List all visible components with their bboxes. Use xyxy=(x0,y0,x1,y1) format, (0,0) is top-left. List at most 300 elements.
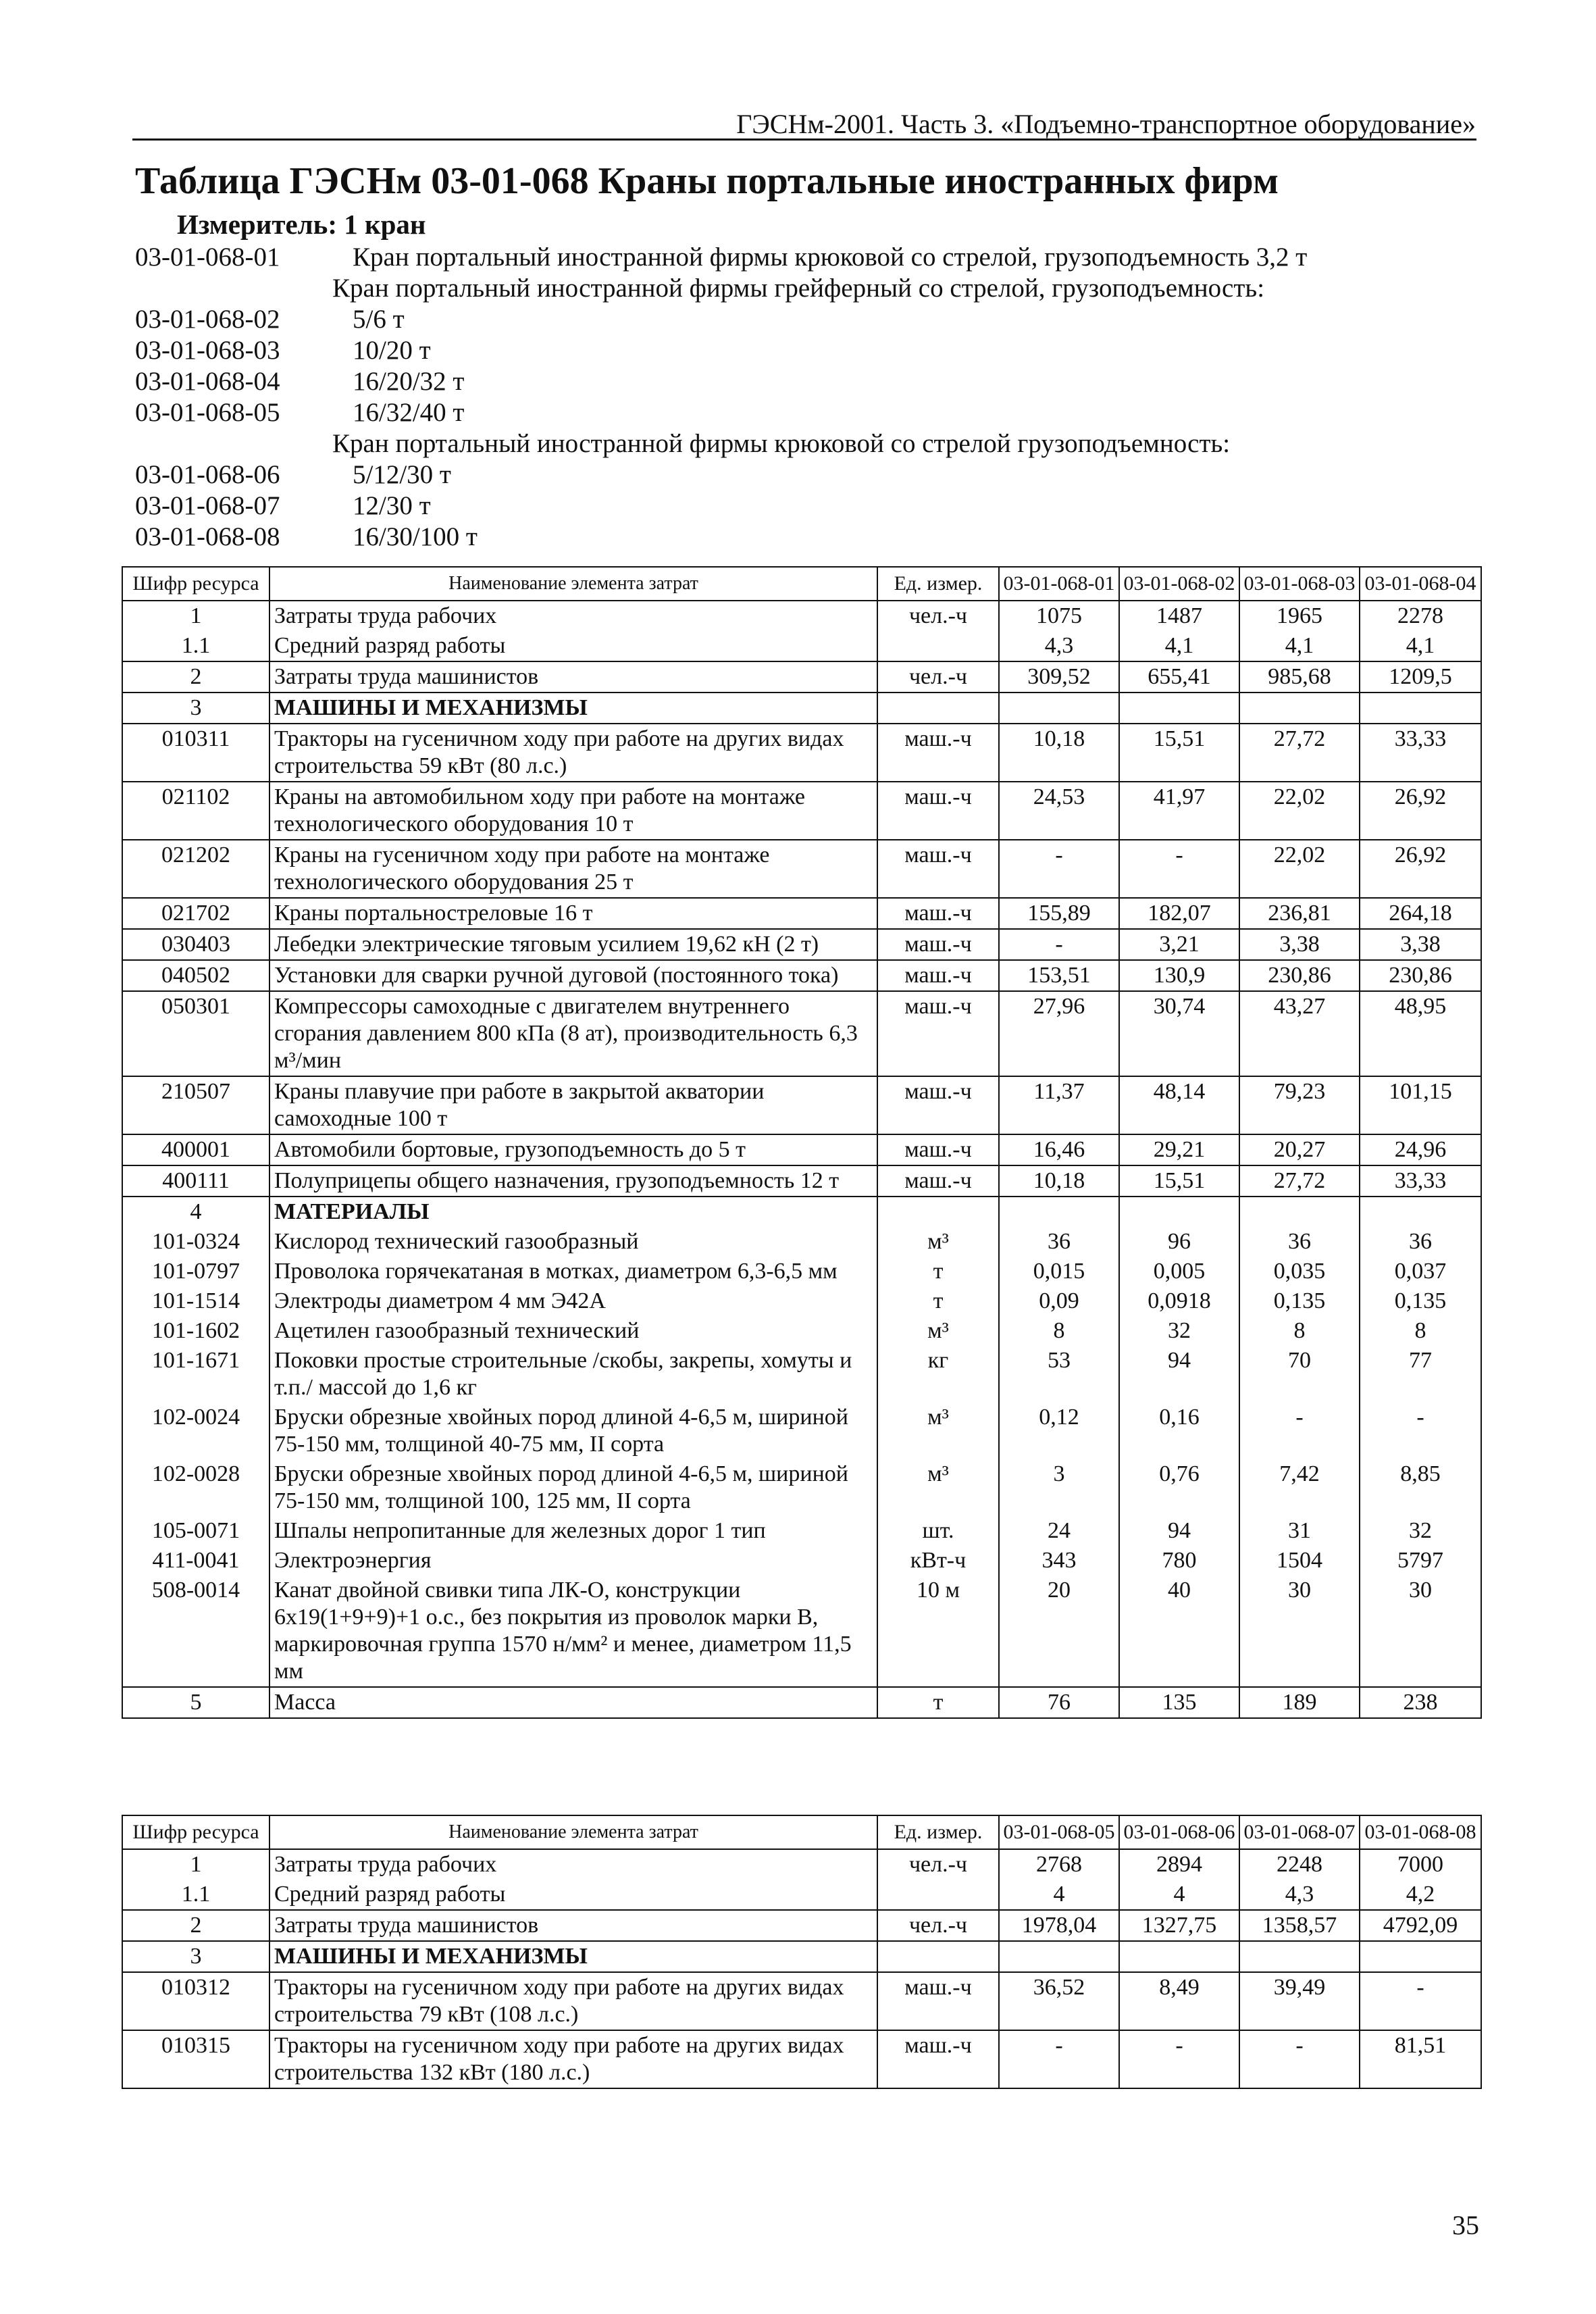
value-cell: 96 xyxy=(1119,1227,1239,1257)
value-cell: 8,49 xyxy=(1119,1972,1239,2030)
value-cell: 39,49 xyxy=(1239,1972,1360,2030)
resource-code: 010312 xyxy=(122,1972,269,2030)
value-cell: 30 xyxy=(1360,1576,1481,1687)
value-cell: 5797 xyxy=(1360,1546,1481,1576)
value-cell: 11,37 xyxy=(999,1076,1119,1134)
value-cell: - xyxy=(1239,1403,1360,1459)
value-cell: 29,21 xyxy=(1119,1134,1239,1165)
code-line xyxy=(135,522,1486,553)
value-cell: 36 xyxy=(1239,1227,1360,1257)
value-cell: 1978,04 xyxy=(999,1910,1119,1941)
norm-capacity: 5/6 т xyxy=(353,305,405,334)
table-row xyxy=(122,1286,1481,1316)
norm-code: 03-01-068-01 xyxy=(135,243,280,272)
resource-code: 400001 xyxy=(122,1134,269,1165)
table-row xyxy=(122,1576,1481,1687)
value-cell: 26,92 xyxy=(1360,782,1481,840)
resource-code: 030403 xyxy=(122,929,269,960)
value-cell: 0,135 xyxy=(1360,1286,1481,1316)
value-cell: 1327,75 xyxy=(1119,1910,1239,1941)
value-cell: 4792,09 xyxy=(1360,1910,1481,1941)
value-cell: 2894 xyxy=(1119,1849,1239,1880)
value-cell: 0,035 xyxy=(1239,1257,1360,1286)
table-row xyxy=(122,840,1481,898)
norm-capacity: 16/32/40 т xyxy=(353,398,465,427)
unit-cell: м³ xyxy=(877,1403,999,1459)
resource-code: 1 xyxy=(122,601,269,631)
unit-cell: чел.-ч xyxy=(877,1910,999,1941)
resource-code: 010311 xyxy=(122,724,269,782)
header-rule xyxy=(132,139,1476,141)
value-cell: 10,18 xyxy=(999,724,1119,782)
value-cell: 36,52 xyxy=(999,1972,1119,2030)
value-cell: 4,1 xyxy=(1360,631,1481,661)
resource-name: МАТЕРИАЛЫ xyxy=(269,1197,877,1227)
resource-name: Ацетилен газообразный технический xyxy=(269,1316,877,1346)
resource-code: 021702 xyxy=(122,898,269,929)
value-cell: 22,02 xyxy=(1239,782,1360,840)
header-name: Наименование элемента затрат xyxy=(269,1815,877,1849)
resource-code: 3 xyxy=(122,1941,269,1972)
norm-code: 03-01-068-02 xyxy=(135,305,280,334)
table-row xyxy=(122,1972,1481,2030)
table-row xyxy=(122,929,1481,960)
value-cell xyxy=(999,1197,1119,1227)
value-cell xyxy=(1360,1197,1481,1227)
norm-code: 03-01-068-04 xyxy=(135,367,280,396)
table-row xyxy=(122,724,1481,782)
value-cell xyxy=(1119,1941,1239,1972)
resource-name: МАШИНЫ И МЕХАНИЗМЫ xyxy=(269,693,877,724)
value-cell: 24,96 xyxy=(1360,1134,1481,1165)
header-norm-8: 03-01-068-08 xyxy=(1360,1815,1481,1849)
value-cell: 15,51 xyxy=(1119,1165,1239,1197)
value-cell: 135 xyxy=(1119,1687,1239,1718)
unit-cell: т xyxy=(877,1257,999,1286)
resource-code: 101-0797 xyxy=(122,1257,269,1286)
unit-cell: маш.-ч xyxy=(877,960,999,991)
value-cell: 0,0918 xyxy=(1119,1286,1239,1316)
resource-name: Краны портальнострелoвые 16 т xyxy=(269,898,877,929)
value-cell xyxy=(1119,693,1239,724)
value-cell xyxy=(1239,1941,1360,1972)
resource-table-1 xyxy=(122,566,1482,1719)
table-row xyxy=(122,1165,1481,1197)
code-line xyxy=(135,366,1486,397)
table-row xyxy=(122,1880,1481,1910)
value-cell: 3 xyxy=(999,1459,1119,1516)
value-cell: - xyxy=(1119,2030,1239,2088)
resource-code: 2 xyxy=(122,661,269,693)
value-cell: - xyxy=(999,840,1119,898)
table-row xyxy=(122,1941,1481,1972)
value-cell: 7,42 xyxy=(1239,1459,1360,1516)
value-cell xyxy=(1360,693,1481,724)
resource-code: 1.1 xyxy=(122,1880,269,1910)
code-subheading xyxy=(135,428,1486,459)
norm-code: 03-01-068-05 xyxy=(135,398,280,427)
unit-cell: кг xyxy=(877,1346,999,1403)
table-row xyxy=(122,1516,1481,1546)
resource-name: Электроды диаметром 4 мм Э42А xyxy=(269,1286,877,1316)
resource-code: 411-0041 xyxy=(122,1546,269,1576)
code-line xyxy=(135,335,1486,366)
resource-name: Затраты труда рабочих xyxy=(269,601,877,631)
resource-name: Бруски обрезные хвойных пород длиной 4-6,5 м, шириной 75-150 мм, толщиной 40-75 мм, II сорта xyxy=(269,1403,877,1459)
table-title: Таблица ГЭСНм 03-01-068 Краны портальные иностранных фирм xyxy=(135,160,1279,202)
unit-cell: м³ xyxy=(877,1316,999,1346)
value-cell: 130,9 xyxy=(1119,960,1239,991)
value-cell: 27,96 xyxy=(999,991,1119,1076)
norm-capacity: 10/20 т xyxy=(353,336,431,365)
value-cell: 30 xyxy=(1239,1576,1360,1687)
table-row xyxy=(122,1910,1481,1941)
value-cell: 33,33 xyxy=(1360,724,1481,782)
value-cell: 1504 xyxy=(1239,1546,1360,1576)
value-cell: 10,18 xyxy=(999,1165,1119,1197)
resource-name: Масса xyxy=(269,1687,877,1718)
header-norm-3: 03-01-068-03 xyxy=(1239,567,1360,601)
unit-cell: маш.-ч xyxy=(877,1134,999,1165)
resource-code: 021202 xyxy=(122,840,269,898)
resource-name: Затраты труда машинистов xyxy=(269,1910,877,1941)
table-header-row xyxy=(122,567,1481,601)
unit-cell: 10 м xyxy=(877,1576,999,1687)
resource-code: 021102 xyxy=(122,782,269,840)
unit-cell: чел.-ч xyxy=(877,601,999,631)
value-cell: 26,92 xyxy=(1360,840,1481,898)
value-cell: 2248 xyxy=(1239,1849,1360,1880)
value-cell: 155,89 xyxy=(999,898,1119,929)
value-cell: 309,52 xyxy=(999,661,1119,693)
table-row xyxy=(122,960,1481,991)
value-cell: 24,53 xyxy=(999,782,1119,840)
resource-code: 508-0014 xyxy=(122,1576,269,1687)
header-norm-5: 03-01-068-05 xyxy=(999,1815,1119,1849)
table-row xyxy=(122,1316,1481,1346)
value-cell xyxy=(999,1941,1119,1972)
value-cell: 27,72 xyxy=(1239,1165,1360,1197)
value-cell: 22,02 xyxy=(1239,840,1360,898)
value-cell: 153,51 xyxy=(999,960,1119,991)
value-cell xyxy=(1360,1941,1481,1972)
value-cell: 24 xyxy=(999,1516,1119,1546)
value-cell: 79,23 xyxy=(1239,1076,1360,1134)
value-cell: 985,68 xyxy=(1239,661,1360,693)
value-cell xyxy=(1239,1197,1360,1227)
value-cell: 0,135 xyxy=(1239,1286,1360,1316)
value-cell: 4,3 xyxy=(1239,1880,1360,1910)
value-cell: 0,09 xyxy=(999,1286,1119,1316)
value-cell: 230,86 xyxy=(1239,960,1360,991)
value-cell: - xyxy=(999,2030,1119,2088)
table-row xyxy=(122,782,1481,840)
value-cell: 36 xyxy=(1360,1227,1481,1257)
value-cell: 8 xyxy=(999,1316,1119,1346)
table-row xyxy=(122,1546,1481,1576)
table-header-row xyxy=(122,1815,1481,1849)
table-row xyxy=(122,2030,1481,2088)
unit-cell: маш.-ч xyxy=(877,1076,999,1134)
resource-name: Краны плавучие при работе в закрытой акватории самоходные 100 т xyxy=(269,1076,877,1134)
value-cell: 77 xyxy=(1360,1346,1481,1403)
unit-cell xyxy=(877,1941,999,1972)
resource-name: Автомобили бортовые, грузоподъемность до 5 т xyxy=(269,1134,877,1165)
table-row xyxy=(122,1197,1481,1227)
value-cell: 3,38 xyxy=(1239,929,1360,960)
resource-name: Краны на автомобильном ходу при работе на монтаже технологического оборудования 10 т xyxy=(269,782,877,840)
resource-code: 010315 xyxy=(122,2030,269,2088)
value-cell: 81,51 xyxy=(1360,2030,1481,2088)
table-row xyxy=(122,1227,1481,1257)
value-cell: 655,41 xyxy=(1119,661,1239,693)
unit-cell: м³ xyxy=(877,1227,999,1257)
unit-cell: маш.-ч xyxy=(877,991,999,1076)
value-cell: 30,74 xyxy=(1119,991,1239,1076)
resource-name: Средний разряд работы xyxy=(269,1880,877,1910)
value-cell: 4,2 xyxy=(1360,1880,1481,1910)
value-cell: 48,14 xyxy=(1119,1076,1239,1134)
value-cell: 1487 xyxy=(1119,601,1239,631)
resource-name: Установки для сварки ручной дуговой (постоянного тока) xyxy=(269,960,877,991)
header-name: Наименование элемента затрат xyxy=(269,567,877,601)
page-number: 35 xyxy=(1452,2210,1479,2240)
norm-code: 03-01-068-03 xyxy=(135,336,280,365)
value-cell: 32 xyxy=(1360,1516,1481,1546)
value-cell: - xyxy=(1360,1403,1481,1459)
resource-name: Средний разряд работы xyxy=(269,631,877,661)
resource-name: Лебедки электрические тяговым усилием 19,62 кН (2 т) xyxy=(269,929,877,960)
value-cell: 230,86 xyxy=(1360,960,1481,991)
unit-cell xyxy=(877,1197,999,1227)
header-unit: Ед. измер. xyxy=(877,1815,999,1849)
resource-name: Краны на гусеничном ходу при работе на монтаже технологического оборудования 25 т xyxy=(269,840,877,898)
header-norm-7: 03-01-068-07 xyxy=(1239,1815,1360,1849)
table-row xyxy=(122,898,1481,929)
norm-description: Кран портальный иностранной фирмы крюковой со стрелой грузоподъемность: xyxy=(332,429,1231,458)
value-cell: 2768 xyxy=(999,1849,1119,1880)
header-code: Шифр ресурса xyxy=(122,567,269,601)
value-cell: 182,07 xyxy=(1119,898,1239,929)
table-row xyxy=(122,631,1481,661)
unit-cell: маш.-ч xyxy=(877,898,999,929)
resource-name: Бруски обрезные хвойных пород длиной 4-6,5 м, шириной 75-150 мм, толщиной 100, 125 мм, II сорта xyxy=(269,1459,877,1516)
value-cell: 31 xyxy=(1239,1516,1360,1546)
norm-code: 03-01-068-06 xyxy=(135,460,280,489)
resource-code: 3 xyxy=(122,693,269,724)
resource-code: 1 xyxy=(122,1849,269,1880)
resource-name: Затраты труда машинистов xyxy=(269,661,877,693)
norm-capacity: 16/30/100 т xyxy=(353,522,478,551)
value-cell: 4,1 xyxy=(1239,631,1360,661)
value-cell: 101,15 xyxy=(1360,1076,1481,1134)
value-cell: 0,015 xyxy=(999,1257,1119,1286)
value-cell: - xyxy=(999,929,1119,960)
unit-cell: шт. xyxy=(877,1516,999,1546)
value-cell: - xyxy=(1119,840,1239,898)
resource-code: 4 xyxy=(122,1197,269,1227)
resource-name: Тракторы на гусеничном ходу при работе на других видах строительства 79 кВт (108 л.с.) xyxy=(269,1972,877,2030)
value-cell: 53 xyxy=(999,1346,1119,1403)
unit-cell: кВт-ч xyxy=(877,1546,999,1576)
header-norm-1: 03-01-068-01 xyxy=(999,567,1119,601)
unit-cell: маш.-ч xyxy=(877,782,999,840)
norm-code: 03-01-068-08 xyxy=(135,522,280,551)
value-cell: 20 xyxy=(999,1576,1119,1687)
table-row xyxy=(122,1459,1481,1516)
value-cell: 343 xyxy=(999,1546,1119,1576)
resource-code: 040502 xyxy=(122,960,269,991)
value-cell: 36 xyxy=(999,1227,1119,1257)
value-cell: 1209,5 xyxy=(1360,661,1481,693)
table-row xyxy=(122,1076,1481,1134)
resource-name: Проволока горячекатаная в мотках, диаметром 6,3-6,5 мм xyxy=(269,1257,877,1286)
value-cell: 0,76 xyxy=(1119,1459,1239,1516)
table-row xyxy=(122,693,1481,724)
norm-codes-list xyxy=(135,242,1486,553)
value-cell: 32 xyxy=(1119,1316,1239,1346)
code-line xyxy=(135,242,1486,273)
value-cell: 8 xyxy=(1360,1316,1481,1346)
resource-code: 400111 xyxy=(122,1165,269,1197)
header-unit: Ед. измер. xyxy=(877,567,999,601)
resource-table-2 xyxy=(122,1815,1482,2089)
unit-cell: маш.-ч xyxy=(877,1165,999,1197)
unit-cell: т xyxy=(877,1687,999,1718)
resource-name: Шпалы непропитанные для железных дорог 1 тип xyxy=(269,1516,877,1546)
value-cell: 189 xyxy=(1239,1687,1360,1718)
resource-code: 1.1 xyxy=(122,631,269,661)
value-cell: 8 xyxy=(1239,1316,1360,1346)
table-row xyxy=(122,1257,1481,1286)
value-cell: 8,85 xyxy=(1360,1459,1481,1516)
table-row xyxy=(122,1849,1481,1880)
running-header: ГЭСНм-2001. Часть 3. «Подъемно-транспортное оборудование» xyxy=(736,109,1476,139)
unit-cell: чел.-ч xyxy=(877,1849,999,1880)
header-norm-6: 03-01-068-06 xyxy=(1119,1815,1239,1849)
resource-code: 101-1514 xyxy=(122,1286,269,1316)
resource-name: Компрессоры самоходные с двигателем внутреннего сгорания давлением 800 кПа (8 ат), производительность 6,3 м³/мин xyxy=(269,991,877,1076)
value-cell: 236,81 xyxy=(1239,898,1360,929)
unit-cell xyxy=(877,1880,999,1910)
value-cell: 1965 xyxy=(1239,601,1360,631)
norm-capacity: 5/12/30 т xyxy=(353,460,451,489)
resource-name: МАШИНЫ И МЕХАНИЗМЫ xyxy=(269,1941,877,1972)
resource-name: Тракторы на гусеничном ходу при работе на других видах строительства 59 кВт (80 л.с.) xyxy=(269,724,877,782)
measurement-unit: Измеритель: 1 кран xyxy=(177,209,426,240)
value-cell: 4 xyxy=(1119,1880,1239,1910)
value-cell: 40 xyxy=(1119,1576,1239,1687)
value-cell: 780 xyxy=(1119,1546,1239,1576)
resource-code: 101-1671 xyxy=(122,1346,269,1403)
resource-code: 101-0324 xyxy=(122,1227,269,1257)
code-line xyxy=(135,304,1486,335)
value-cell xyxy=(1119,1197,1239,1227)
resource-code: 2 xyxy=(122,1910,269,1941)
resource-name: Затраты труда рабочих xyxy=(269,1849,877,1880)
value-cell: 1075 xyxy=(999,601,1119,631)
table-row xyxy=(122,661,1481,693)
resource-name: Поковки простые строительные /скобы, закрепы, хомуты и т.п./ массой до 1,6 кг xyxy=(269,1346,877,1403)
resource-code: 210507 xyxy=(122,1076,269,1134)
value-cell: 2278 xyxy=(1360,601,1481,631)
value-cell: 27,72 xyxy=(1239,724,1360,782)
unit-cell xyxy=(877,693,999,724)
value-cell xyxy=(1239,693,1360,724)
unit-cell: маш.-ч xyxy=(877,2030,999,2088)
resource-name: Канат двойной свивки типа ЛК-О, конструкции 6х19(1+9+9)+1 о.с., без покрытия из проволок марки В, маркировочная группа 1570 н/мм² и менее, диаметром 11,5 мм xyxy=(269,1576,877,1687)
value-cell: 33,33 xyxy=(1360,1165,1481,1197)
value-cell: 0,037 xyxy=(1360,1257,1481,1286)
code-line xyxy=(135,397,1486,428)
value-cell: 15,51 xyxy=(1119,724,1239,782)
norm-description: Кран портальный иностранной фирмы крюковой со стрелой, грузоподъемность 3,2 т xyxy=(353,243,1308,272)
unit-cell xyxy=(877,631,999,661)
value-cell: 94 xyxy=(1119,1346,1239,1403)
header-code: Шифр ресурса xyxy=(122,1815,269,1849)
value-cell: 4,1 xyxy=(1119,631,1239,661)
resource-name: Полуприцепы общего назначения, грузоподъемность 12 т xyxy=(269,1165,877,1197)
value-cell: 238 xyxy=(1360,1687,1481,1718)
table-row xyxy=(122,601,1481,631)
unit-cell: маш.-ч xyxy=(877,724,999,782)
header-norm-4: 03-01-068-04 xyxy=(1360,567,1481,601)
table-row xyxy=(122,1346,1481,1403)
resource-name: Тракторы на гусеничном ходу при работе на других видах строительства 132 кВт (180 л.с.) xyxy=(269,2030,877,2088)
resource-code: 101-1602 xyxy=(122,1316,269,1346)
value-cell: 0,005 xyxy=(1119,1257,1239,1286)
norm-capacity: 16/20/32 т xyxy=(353,367,465,396)
table-row xyxy=(122,991,1481,1076)
value-cell: 43,27 xyxy=(1239,991,1360,1076)
resource-name: Кислород технический газообразный xyxy=(269,1227,877,1257)
value-cell: 16,46 xyxy=(999,1134,1119,1165)
norm-description: Кран портальный иностранной фирмы грейферный со стрелой, грузоподъемность: xyxy=(332,274,1265,303)
unit-cell: маш.-ч xyxy=(877,1972,999,2030)
code-line xyxy=(135,459,1486,491)
value-cell: 70 xyxy=(1239,1346,1360,1403)
value-cell: 0,16 xyxy=(1119,1403,1239,1459)
norm-code: 03-01-068-07 xyxy=(135,491,280,520)
unit-cell: чел.-ч xyxy=(877,661,999,693)
value-cell: 94 xyxy=(1119,1516,1239,1546)
unit-cell: м³ xyxy=(877,1459,999,1516)
unit-cell: т xyxy=(877,1286,999,1316)
value-cell: 76 xyxy=(999,1687,1119,1718)
value-cell: 264,18 xyxy=(1360,898,1481,929)
resource-code: 5 xyxy=(122,1687,269,1718)
value-cell: 3,21 xyxy=(1119,929,1239,960)
resource-code: 102-0024 xyxy=(122,1403,269,1459)
value-cell: 48,95 xyxy=(1360,991,1481,1076)
resource-code: 105-0071 xyxy=(122,1516,269,1546)
code-line xyxy=(135,491,1486,522)
resource-name: Электроэнергия xyxy=(269,1546,877,1576)
value-cell: - xyxy=(1239,2030,1360,2088)
value-cell: 20,27 xyxy=(1239,1134,1360,1165)
value-cell: 0,12 xyxy=(999,1403,1119,1459)
code-subheading xyxy=(135,273,1486,304)
value-cell: 41,97 xyxy=(1119,782,1239,840)
table-row xyxy=(122,1134,1481,1165)
value-cell: 4,3 xyxy=(999,631,1119,661)
table-row xyxy=(122,1687,1481,1718)
resource-code: 050301 xyxy=(122,991,269,1076)
value-cell xyxy=(999,693,1119,724)
unit-cell: маш.-ч xyxy=(877,840,999,898)
value-cell: 3,38 xyxy=(1360,929,1481,960)
unit-cell: маш.-ч xyxy=(877,929,999,960)
